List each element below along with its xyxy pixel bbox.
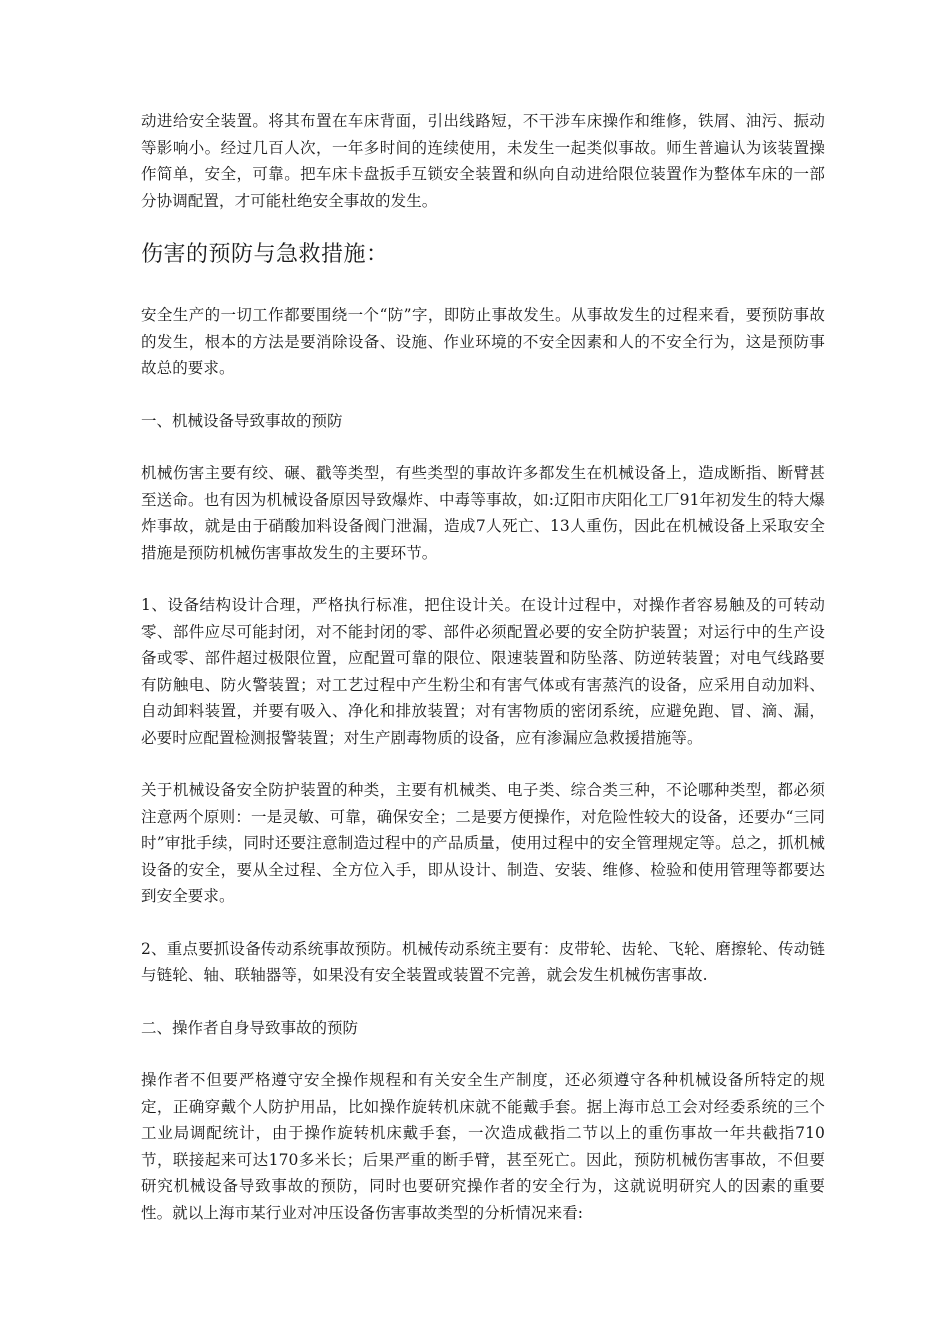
paragraph-transmission-system: 2、重点要抓设备传动系统事故预防。机械传动系统主要有：皮带轮、齿轮、飞轮、磨擦轮、传动链与链轮、轴、联轴器等，如果没有安全装置或装置不完善，就会发生机械伤害事故. [141,939,825,984]
paragraph-protective-devices: 关于机械设备安全防护装置的种类，主要有机械类、电子类、综合类三种，不论哪种类型，都必须注意两个原则：一是灵敏、可靠，确保安全；二是要方便操作，对危险性较大的设备，还要办“三同时”审批手续，同时还要注意制造过程中的产品质量，使用过程中的安全管理规定等。总之，抓机械设备的安全，要从全过程、全方位入手，即从设计、制造、安装、维修、检验和使用管理等都要达到安全要求。 [141,781,825,905]
paragraph-prevention-principle: 安全生产的一切工作都要围绕一个“防”字，即防止事故发生。从事故发生的过程来看，要预防事故的发生，根本的方法是要消除设备、设施、作业环境的不安全因素和人的不安全行为，这是预防事故总的要求。 [141,306,825,377]
paragraph-design-standards: 1、设备结构设计合理，严格执行标准，把住设计关。在设计过程中，对操作者容易触及的可转动零、部件应尽可能封闭，对不能封闭的零、部件必须配置必要的安全防护装置；对运行中的生产设备或零、部件超过极限位置，应配置可靠的限位、限速装置和防坠落、防逆转装置；对电气线路要有防触电、防火警装置；对工艺过程中产生粉尘和有害气体或有害蒸汽的设备，应采用自动加料、自动卸料装置，并要有吸入、净化和排放装置；对有害物质的密闭系统，应避免跑、冒、滴、漏，必要时应配置检测报警装置；对生产剧毒物质的设备，应有渗漏应急救援措施等。 [141,596,825,747]
subheading-equipment: 一、机械设备导致事故的预防 [141,411,343,430]
paragraph-operator-safety: 操作者不但要严格遵守安全操作规程和有关安全生产制度，还必须遵守各种机械设备所特定的规定，正确穿戴个人防护用品，比如操作旋转机床就不能戴手套。据上海市总工会对经委系统的三个工业局调配统计，由于操作旋转机床戴手套，一次造成截指二节以上的重伤事故一年共截指710节，联接起来可达170多米长；后果严重的断手臂，甚至死亡。因此，预防机械伤害事故，不但要研究机械设备导致事故的预防，同时也要研究操作者的安全行为，这就说明研究人的因素的重要性。就以上海市某行业对冲压设备伤害事故类型的分析情况来看: [141,1071,825,1222]
section-heading: 伤害的预防与急救措施： [141,242,389,267]
subheading-operator: 二、操作者自身导致事故的预防 [141,1018,359,1037]
paragraph-intro-continuation: 动进给安全装置。将其布置在车床背面，引出线路短，不干涉车床操作和维修，铁屑、油污、振动等影响小。经过几百人次，一年多时间的连续使用，未发生一起类似事故。师生普遍认为该装置操作简单，安全，可靠。把车床卡盘扳手互锁安全装置和纵向自动进给限位装置作为整体车床的一部分协调配置，才可能杜绝安全事故的发生。 [141,112,825,210]
paragraph-mechanical-injury: 机械伤害主要有绞、碾、戳等类型，有些类型的事故许多都发生在机械设备上，造成断指、断臂甚至送命。也有因为机械设备原因导致爆炸、中毒等事故，如:辽阳市庆阳化工厂91年初发生的特大爆炸事故，就是由于硝酸加料设备阀门泄漏，造成7人死亡、13人重伤，因此在机械设备上采取安全措施是预防机械伤害事故发生的主要环节。 [141,464,825,562]
document-body [141,108,825,1226]
